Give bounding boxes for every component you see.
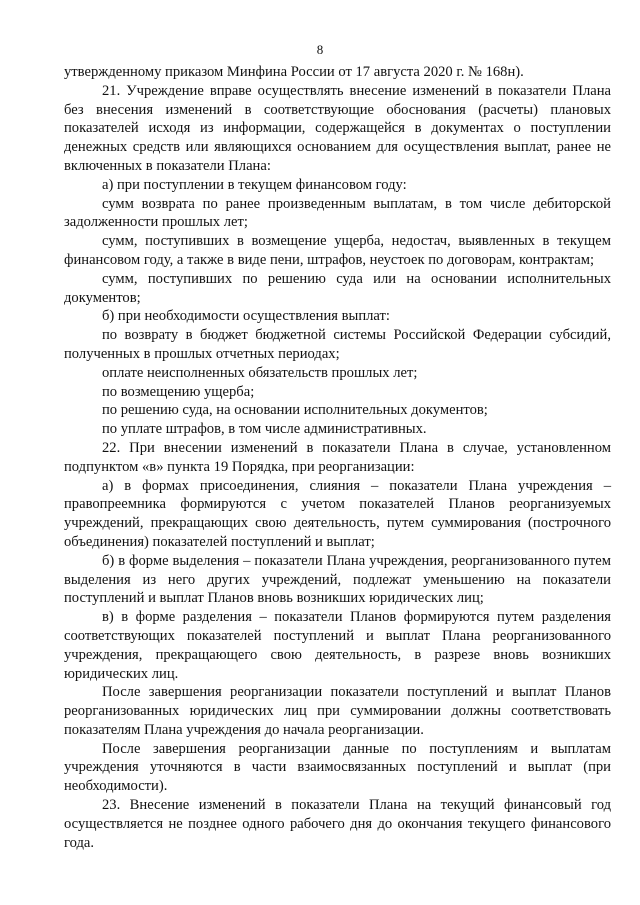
paragraph: После завершения реорганизации показатели поступлений и выплат Планов реорганизованных юридических лиц при суммировании должны соответствовать показателям Плана учреждения до начала реорганизации.	[64, 684, 611, 738]
paragraph: по возмещению ущерба;	[102, 383, 255, 400]
paragraph-subitem-b: б) в форме выделения – показатели Плана учреждения, реорганизованного путем выделения из него других учреждений, подлежат уменьшению на показатели поступлений и выплат Планов вновь возникших юридических лиц;	[64, 552, 611, 607]
paragraph-continuation: утвержденному приказом Минфина России от 17 августа 2020 г. № 168н).	[64, 64, 524, 80]
paragraph: После завершения реорганизации данные по поступлениям и выплатам учреждения уточняются в части взаимосвязанных поступлений и выплат (при необходимости).	[64, 740, 611, 795]
paragraph-subitem-v: в) в форме разделения – показатели Планов формируются путем разделения соответствующих показателей поступлений и выплат Плана реорганизованного учреждения, прекращающего свою деятельность, в разрезе вновь возникших юридических лиц.	[64, 609, 611, 682]
paragraph-subitem-a: а) в формах присоединения, слияния – показатели Плана учреждения – правопреемника формируются с учетом показателей Планов реорганизуемых учреждений, прекращающих свою деятельность, путем суммирования (построчного объединения) показателей поступлений и выплат;	[64, 477, 611, 550]
paragraph-subitem-b: б) при необходимости осуществления выплат:	[102, 308, 390, 325]
paragraph-item-21: 21. Учреждение вправе осуществлять внесение изменений в показатели Плана без внесения изменений в соответствующие обоснования (расчеты) плановых показателей исходя из информации, содержащейся в документах о поступлении денежных средств или являющихся основанием для осуществления выплат, ранее не включенных в показатели Плана:	[64, 82, 611, 174]
paragraph: сумм возврата по ранее произведенным выплатам, в том числе дебиторской задолженности прошлых лет;	[64, 195, 611, 231]
document-body	[64, 63, 611, 852]
paragraph: сумм, поступивших в возмещение ущерба, недостач, выявленных в текущем финансовом году, а также в виде пени, штрафов, неустоек по договорам, контрактам;	[64, 233, 611, 268]
paragraph: по решению суда, на основании исполнительных документов;	[102, 402, 488, 419]
page-number: 8	[316, 42, 324, 57]
paragraph-item-22: 22. При внесении изменений в показатели Плана в случае, установленном подпунктом «в» пункта 19 Порядка, при реорганизации:	[64, 439, 611, 475]
paragraph: сумм, поступивших по решению суда или на основании исполнительных документов;	[64, 270, 611, 306]
paragraph-item-23: 23. Внесение изменений в показатели Плана на текущий финансовый год осуществляется не позднее одного рабочего дня до окончания текущего финансового года.	[64, 797, 611, 851]
paragraph: оплате неисполненных обязательств прошлых лет;	[102, 364, 418, 381]
paragraph: по уплате штрафов, в том числе административных.	[102, 421, 427, 438]
paragraph-subitem-a: а) при поступлении в текущем финансовом году:	[102, 176, 407, 193]
paragraph: по возврату в бюджет бюджетной системы Российской Федерации субсидий, полученных в прошлых отчетных периодах;	[64, 327, 611, 362]
